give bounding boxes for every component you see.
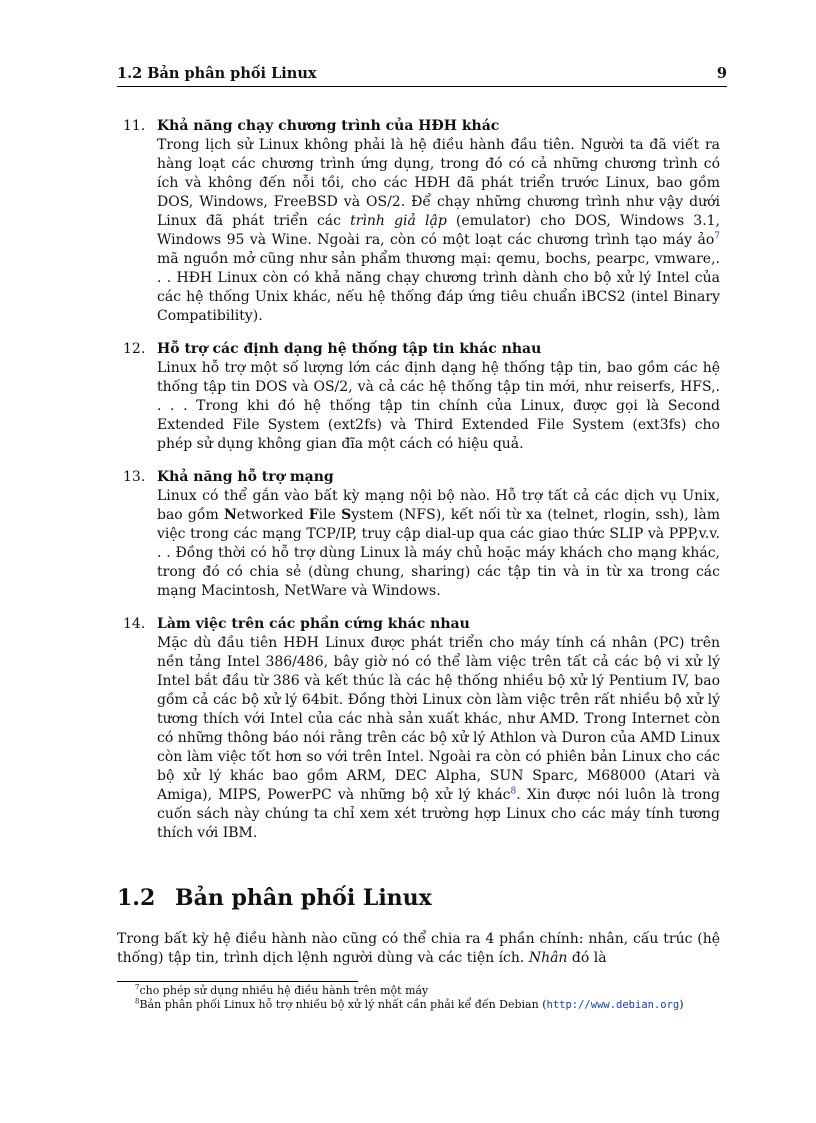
item-body: Mặc dù đầu tiên HĐH Linux được phát triển cho máy tính cá nhân (PC) trên nền tảng Intel 386/486, bây giờ nó có thể làm việc trên tất cả các bộ vi xử lý Intel bắt đầu từ 386 và kết thúc là các hệ thống nhiều bộ xử lý Pentium IV, bao gồm cả các bộ xử lý 64bit. Đồng thời Linux còn làm việc trên rất nhiều bộ xử lý tương thích với Intel của các nhà sản xuất khác, như AMD. Trong Internet còn có những thông báo nói rằng trên các bộ xử lý Athlon và Duron của AMD Linux còn làm việc tốt hơn so với trên Intel. Ngoài ra còn có phiên bản Linux cho các bộ xử lý khác bao gồm ARM, DEC Alpha, SUN Sparc, M68000 (Atari và Amiga), MIPS, PowerPC và những bộ xử lý khác$^8$. Xin được nói luôn là trong cuốn sách này chúng ta chỉ xem xét trường hợp Linux cho các máy tính tương thích với IBM. [157, 635, 720, 841]
footnote: $^7$cho phép sử dụng nhiều hệ điều hành trên một máy [135, 983, 429, 997]
item-title: Khả năng chạy chương trình của HĐH khác [157, 118, 500, 134]
section-number: 1.2 [117, 885, 156, 911]
item-number: 13. [123, 469, 146, 485]
item-body: Trong lịch sử Linux không phải là hệ điều hành đầu tiên. Người ta đã viết ra hàng loạt các chương trình ứng dụng, trong đó có cả những chương trình có ích và không đến nỗi tồi, cho các HĐH đã phát triển trước Linux, bao gồm DOS, Windows, FreeBSD và OS/2. Để chạy những chương trình như vậy dưới Linux đã phát triển các trình giả lập (emulator) cho DOS, Windows 3.1, Windows 95 và Wine. Ngoài ra, còn có một loạt các chương trình tạo máy ảo$^7$ mã nguồn mở cũng như sản phẩm thương mại: qemu, bochs, pearpc, vmware,. . . HĐH Linux còn có khả năng chạy chương trình dành cho bộ xử lý Intel của các hệ thống Unix khác, nếu hệ thống đáp ứng tiêu chuẩn iBCS2 (intel Binary Compatibility). [157, 137, 720, 324]
footnotes [117, 984, 720, 1012]
item-number: 12. [123, 341, 146, 357]
running-header [117, 64, 727, 87]
item-number: 11. [123, 118, 146, 134]
item-title: Hỗ trợ các định dạng hệ thống tập tin khác nhau [157, 341, 542, 357]
section-heading [117, 885, 432, 911]
item-number: 14. [123, 616, 146, 632]
list-item [117, 340, 720, 454]
list-item [117, 468, 720, 601]
footnote-url-link[interactable]: http://www.debian.org [546, 999, 680, 1011]
body-paragraph: Trong bất kỳ hệ điều hành nào cũng có thể chia ra 4 phần chính: nhân, cấu trúc (hệ thống) tập tin, trình dịch lệnh người dùng và các tiện ích. Nhân đó là [117, 931, 720, 966]
feature-list [117, 117, 720, 857]
item-title: Khả năng hỗ trợ mạng [157, 469, 334, 485]
section-title: Bản phân phối Linux [175, 885, 432, 911]
list-item [117, 615, 720, 843]
footnote-rule [117, 981, 358, 982]
item-body: Linux hỗ trợ một số lượng lớn các định dạng hệ thống tập tin, bao gồm các hệ thống tập tin DOS và OS/2, và cả các hệ thống tập tin mới, như reiserfs, HFS,. . . . Trong khi đó hệ thống tập tin chính của Linux, được gọi là Second Extended File System (ext2fs) và Third Extended File System (ext3fs) cho phép sử dụng không gian đĩa một cách có hiệu quả. [157, 360, 720, 452]
footnote-ref[interactable]: 8 [510, 786, 517, 797]
header-section-title: 1.2 Bản phân phối Linux [117, 65, 317, 82]
page-number: 9 [716, 65, 727, 82]
footnote: $^8$Bản phân phối Linux hỗ trợ nhiều bộ xử lý nhất cần phải kể đến Debian (http://www.debian.org) [135, 997, 684, 1011]
emphasis: trình giả lập [350, 213, 447, 229]
list-item [117, 117, 720, 326]
footnote-ref[interactable]: 7 [714, 231, 720, 242]
emphasis: Nhân [528, 950, 568, 966]
item-body: Linux có thể gắn vào bất kỳ mạng nội bộ nào. Hỗ trợ tất cả các dịch vụ Unix, bao gồm Networked File System (NFS), kết nối từ xa (telnet, rlogin, ssh), làm việc trong các mạng TCP/IP, truy cập dial-up qua các giao thức SLIP và PPP,v.v. . . Đồng thời có hỗ trợ dùng Linux là máy chủ hoặc máy khách cho mạng khác, trong đó có chia sẻ (dùng chung, sharing) các tập tin và in từ xa trong các mạng Macintosh, NetWare và Windows. [157, 488, 720, 599]
item-title: Làm việc trên các phần cứng khác nhau [157, 616, 470, 632]
